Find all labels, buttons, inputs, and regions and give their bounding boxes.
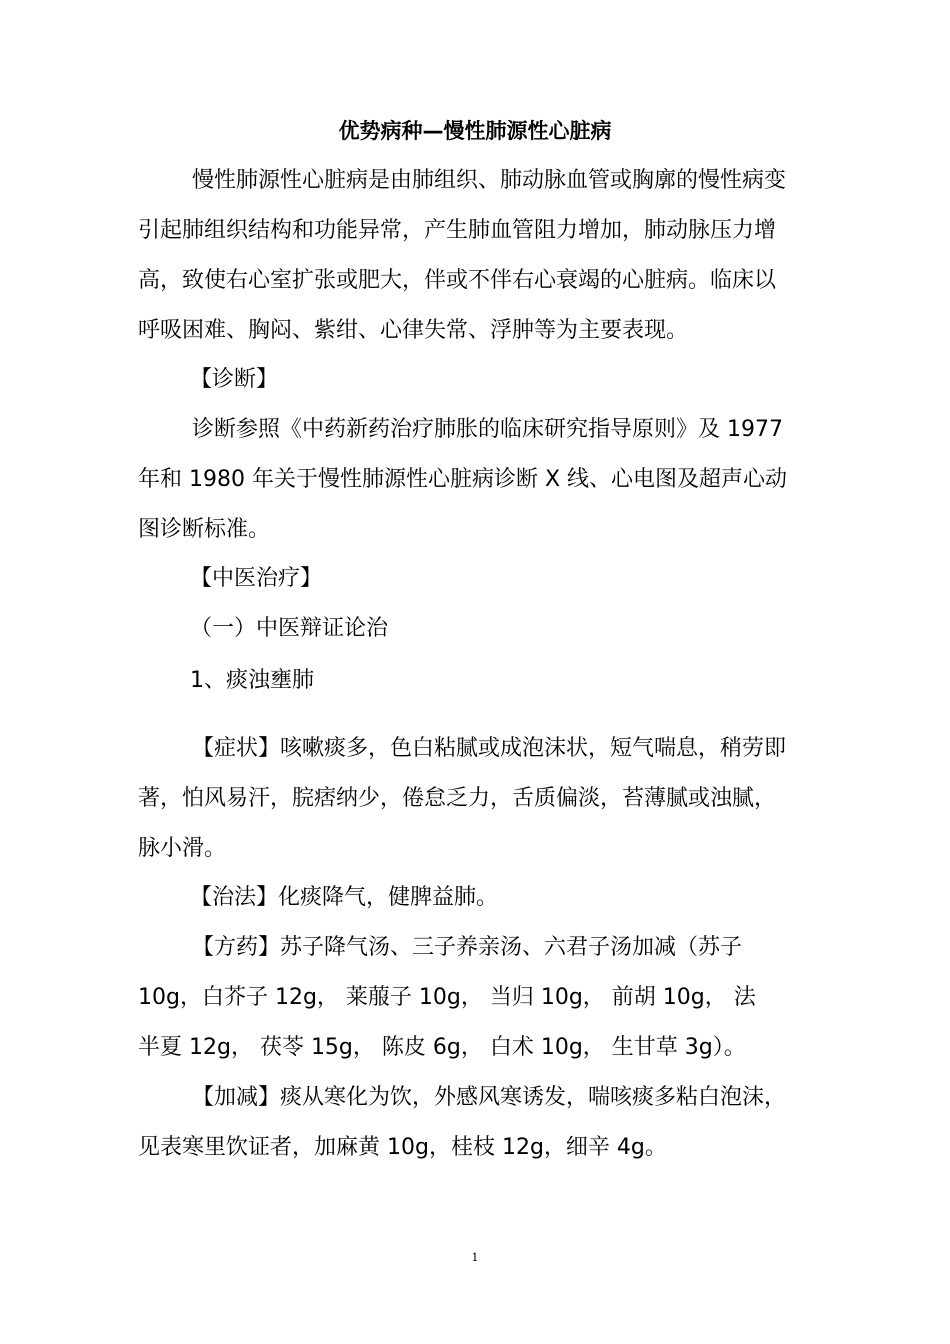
intro-line: 呼吸困难、胸闷、紫绀、心律失常、浮肿等为主要表现。 bbox=[138, 318, 689, 343]
modification-paragraph bbox=[138, 1073, 828, 1173]
formula-line: 10g，白芥子 12g， 莱菔子 10g， 当归 10g， 前胡 10g， 法 bbox=[138, 985, 756, 1010]
intro-line: 高，致使右心室扩张或肥大，伴或不伴右心衰竭的心脏病。临床以 bbox=[138, 268, 777, 293]
formula-paragraph bbox=[138, 923, 828, 1073]
diagnosis-line: 诊断参照《中药新药治疗肺胀的临床研究指导原则》及 1977 bbox=[192, 417, 783, 442]
modification-line: 见表寒里饮证者，加麻黄 10g，桂枝 12g，细辛 4g。 bbox=[138, 1135, 667, 1160]
intro-paragraph bbox=[138, 156, 828, 356]
symptoms-line: 【症状】咳嗽痰多，色白粘腻或成泡沫状，短气喘息，稍劳即 bbox=[192, 736, 787, 761]
modification-line: 【加减】痰从寒化为饮，外感风寒诱发，喘咳痰多粘白泡沫， bbox=[192, 1085, 787, 1110]
intro-line: 引起肺组织结构和功能异常，产生肺血管阻力增加，肺动脉压力增 bbox=[138, 218, 777, 243]
diagnosis-paragraph bbox=[138, 405, 828, 555]
formula-line: 【方药】苏子降气汤、三子养亲汤、六君子汤加减（苏子 bbox=[192, 935, 743, 960]
pattern-title: 1、痰浊壅肺 bbox=[190, 668, 314, 693]
diagnosis-line: 图诊断标准。 bbox=[138, 517, 271, 542]
page-number: 1 bbox=[471, 1251, 479, 1264]
intro-line: 慢性肺源性心脏病是由肺组织、肺动脉血管或胸廓的慢性病变 bbox=[192, 168, 787, 193]
formula-line: 半夏 12g， 茯苓 15g， 陈皮 6g， 白术 10g， 生甘草 3g）。 bbox=[138, 1035, 746, 1060]
tcm-subheading: （一）中医辩证论治 bbox=[190, 616, 389, 641]
diagnosis-line: 年和 1980 年关于慢性肺源性心脏病诊断 X 线、心电图及超声心动 bbox=[138, 467, 788, 492]
symptoms-line: 脉小滑。 bbox=[138, 836, 227, 861]
symptoms-paragraph bbox=[138, 724, 828, 874]
treatment-method: 【治法】化痰降气，健脾益肺。 bbox=[190, 885, 499, 910]
tcm-treatment-heading: 【中医治疗】 bbox=[190, 566, 323, 591]
page-title: 优势病种—慢性肺源性心脏病 bbox=[338, 119, 612, 143]
symptoms-line: 著，怕风易汗，脘痞纳少，倦怠乏力，舌质偏淡，苔薄腻或浊腻， bbox=[138, 786, 777, 811]
diagnosis-heading: 【诊断】 bbox=[190, 367, 279, 392]
